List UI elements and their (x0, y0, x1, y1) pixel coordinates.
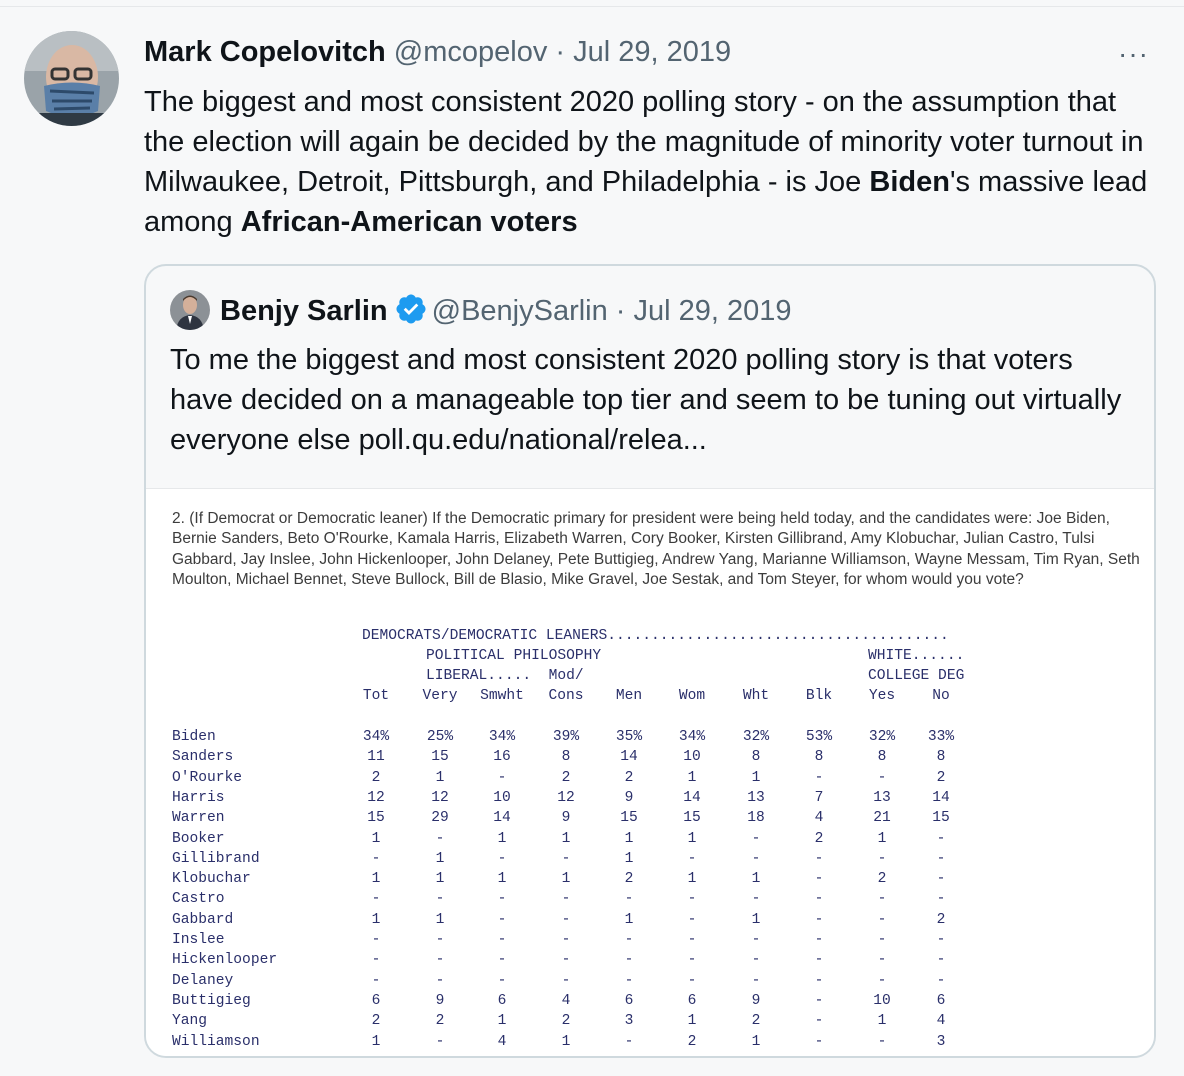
poll-cell: - (687, 972, 697, 989)
poll-cell: - (877, 850, 887, 867)
poll-cell: - (814, 992, 824, 1009)
poll-cell: - (371, 932, 381, 948)
poll-cell: 6 (624, 992, 634, 1009)
poll-cell: 2 (371, 769, 381, 786)
poll-header-democrats: DEMOCRATS/DEMOCRATIC LEANERS....................................... (362, 628, 949, 644)
poll-cell: - (497, 769, 507, 786)
poll-cell: 8 (751, 749, 761, 766)
poll-row-candidate: Castro (172, 891, 225, 908)
poll-cell: 21 (873, 810, 891, 827)
poll-cell: - (877, 1033, 887, 1050)
poll-cell: - (371, 891, 381, 908)
poll-cell: 3 (624, 1013, 634, 1030)
poll-cell: - (687, 911, 697, 928)
poll-cell: 9 (624, 789, 634, 806)
poll-cell: - (624, 972, 634, 989)
poll-cell: - (877, 891, 887, 908)
tweet-header (144, 34, 731, 70)
poll-column-header: Wht (742, 688, 770, 704)
poll-cell: 1 (877, 1013, 887, 1030)
bold-biden: Biden (869, 166, 950, 198)
poll-cell: 1 (624, 830, 634, 847)
tweet-text: The biggest and most consistent 2020 polling story - on the assumption that the election will again be decided by the magnitude of minority voter turnout in Milwaukee, Detroit, Pittsburgh, and Philadelphia - is Joe Biden's massive lead among African-American voters (144, 86, 1148, 238)
poll-cell: 35% (615, 729, 643, 745)
poll-cell: 2 (814, 830, 824, 847)
poll-cell: 32% (868, 729, 896, 745)
poll-cell: 25% (426, 729, 454, 745)
poll-cell: - (561, 911, 571, 928)
poll-row-candidate: Inslee (172, 932, 225, 948)
poll-cell: 16 (493, 749, 511, 766)
poll-cell: 1 (687, 830, 697, 847)
poll-cell: 15 (431, 749, 449, 766)
poll-cell: 7 (814, 789, 824, 806)
poll-row-candidate: Sanders (172, 749, 234, 766)
poll-cell: - (687, 952, 697, 969)
poll-cell: 1 (751, 769, 761, 786)
poll-cell: 12 (367, 789, 385, 806)
poll-cell: - (371, 952, 381, 969)
poll-cell: - (936, 972, 946, 989)
verified-badge-icon (394, 292, 428, 326)
poll-cell: 2 (435, 1013, 445, 1030)
poll-cell: 14 (493, 810, 511, 827)
poll-cell: - (561, 850, 571, 867)
poll-cell: - (624, 1033, 634, 1050)
poll-cell: 10 (683, 749, 701, 766)
poll-row-candidate: Harris (172, 789, 225, 806)
poll-row-candidate: Delaney (172, 972, 234, 989)
quoted-tweet[interactable] (144, 264, 1156, 1058)
poll-cell: 6 (371, 992, 381, 1009)
poll-cell: 4 (497, 1033, 507, 1050)
poll-cell: 1 (371, 911, 381, 928)
poll-cell: 13 (873, 789, 891, 806)
poll-header-college-deg: COLLEGE DEG (868, 668, 965, 684)
poll-cell: 2 (936, 911, 946, 928)
poll-cell: - (561, 932, 571, 948)
poll-row-candidate: Yang (172, 1013, 208, 1030)
poll-cell: 1 (561, 1033, 571, 1050)
poll-cell: - (435, 1033, 445, 1050)
poll-cell: 8 (877, 749, 887, 766)
poll-cell: 2 (877, 871, 887, 888)
poll-cell: - (877, 932, 887, 948)
poll-cell: - (814, 850, 824, 867)
poll-header-white: WHITE...... (868, 648, 965, 664)
poll-cell: 4 (814, 810, 824, 827)
poll-cell: 4 (936, 1013, 946, 1030)
poll-cell: - (814, 1033, 824, 1050)
poll-cell: 9 (435, 992, 445, 1009)
poll-column-header: Blk (805, 688, 833, 704)
poll-cell: - (435, 830, 445, 847)
poll-cell: 1 (371, 871, 381, 888)
poll-question: 2. (If Democrat or Democratic leaner) If the Democratic primary for president were being held today, and the candidates were: Joe Biden, Bernie Sanders, Beto O'Rourke, Kamala Harris, Elizabeth Warren, Cory Booker, Kirsten Gillibrand, Amy Klobuchar, Julian Castro, Tulsi Gabbard, Jay Inslee, John Hickenlooper, John Delaney, Pete Buttigieg, Andrew Yang, Marianne Williamson, Wayne Messam, Tim Ryan, Seth Moulton, Michael Bennet, Steve Bullock, Bill de Blasio, Mike Gravel, Joe Sestak, and Tom Steyer, for whom would you vote? (172, 510, 1140, 588)
poll-cell: - (435, 972, 445, 989)
poll-cell: - (497, 972, 507, 989)
poll-cell: - (751, 850, 761, 867)
poll-cell: 2 (624, 871, 634, 888)
poll-cell: 6 (687, 992, 697, 1009)
poll-row-candidate: Booker (172, 830, 225, 847)
poll-cell: 13 (747, 789, 765, 806)
poll-cell: 1 (751, 871, 761, 888)
poll-cell: 1 (687, 1013, 697, 1030)
poll-cell: 29 (431, 810, 449, 827)
poll-column-header: Yes (868, 688, 896, 704)
poll-column-header: No (932, 688, 950, 704)
poll-column-header: Very (422, 688, 458, 704)
poll-cell: 6 (936, 992, 946, 1009)
poll-cell: 2 (936, 769, 946, 786)
poll-cell: 1 (435, 769, 445, 786)
poll-header-liberal: LIBERAL..... Mod/ (426, 668, 584, 684)
poll-cell: 2 (751, 1013, 761, 1030)
poll-cell: 1 (687, 769, 697, 786)
poll-row-candidate: Klobuchar (172, 871, 251, 888)
poll-cell: 2 (624, 769, 634, 786)
poll-cell: - (561, 891, 571, 908)
poll-cell: 1 (561, 830, 571, 847)
quoted-author-avatar[interactable] (170, 290, 210, 330)
poll-row-candidate: Gillibrand (172, 850, 260, 867)
poll-cell: 1 (751, 911, 761, 928)
poll-cell: 4 (561, 992, 571, 1009)
poll-cell: - (751, 932, 761, 948)
poll-cell: - (751, 830, 761, 847)
poll-cell: - (371, 972, 381, 989)
poll-cell: 15 (932, 810, 950, 827)
poll-cell: 1 (435, 911, 445, 928)
poll-cell: - (751, 972, 761, 989)
poll-cell: 10 (493, 789, 511, 806)
poll-cell: - (877, 769, 887, 786)
poll-table-image[interactable] (146, 488, 1154, 1057)
poll-cell: 9 (751, 992, 761, 1009)
poll-cell: 10 (873, 992, 891, 1009)
poll-cell: 9 (561, 810, 571, 827)
poll-cell: 1 (624, 850, 634, 867)
poll-cell: 1 (877, 830, 887, 847)
poll-cell: 2 (561, 769, 571, 786)
poll-cell: - (877, 911, 887, 928)
poll-cell: 8 (561, 749, 571, 766)
poll-row-candidate: Gabbard (172, 911, 234, 928)
poll-cell: 2 (371, 1013, 381, 1030)
poll-cell: 33% (927, 729, 955, 745)
poll-cell: - (814, 972, 824, 989)
poll-cell: - (497, 932, 507, 948)
poll-cell: - (687, 850, 697, 867)
poll-column-header: Men (615, 688, 643, 704)
poll-cell: - (877, 972, 887, 989)
poll-cell: - (624, 891, 634, 908)
poll-cell: - (435, 891, 445, 908)
poll-cell: 1 (624, 911, 634, 928)
more-options-icon[interactable]: ··· (1118, 38, 1149, 69)
poll-cell: 15 (683, 810, 701, 827)
poll-cell: 14 (683, 789, 701, 806)
poll-cell: 11 (367, 749, 385, 766)
poll-cell: 14 (620, 749, 638, 766)
poll-cell: - (751, 891, 761, 908)
bold-african-american-voters: African-American voters (240, 206, 578, 238)
poll-cell: - (435, 952, 445, 969)
poll-cell: 1 (371, 1033, 381, 1050)
poll-cell: - (814, 891, 824, 908)
poll-column-header: Cons (548, 688, 584, 704)
poll-cell: - (497, 911, 507, 928)
top-divider (0, 6, 1184, 7)
poll-cell: 1 (497, 830, 507, 847)
poll-row-candidate: Warren (172, 810, 225, 827)
poll-cell: - (371, 850, 381, 867)
poll-cell: - (936, 850, 946, 867)
poll-cell: 14 (932, 789, 950, 806)
poll-cell: - (936, 830, 946, 847)
poll-cell: - (936, 891, 946, 908)
author-name[interactable]: Mark Copelovitch (144, 36, 386, 68)
poll-cell: - (561, 972, 571, 989)
poll-cell: - (814, 952, 824, 969)
poll-cell: 1 (561, 871, 571, 888)
poll-cell: 34% (362, 729, 390, 745)
poll-cell: 1 (497, 871, 507, 888)
poll-cell: 1 (687, 871, 697, 888)
poll-cell: - (814, 769, 824, 786)
poll-cell: 53% (805, 729, 833, 745)
quoted-tweet-header (220, 292, 792, 330)
poll-cell: - (687, 891, 697, 908)
poll-cell: 2 (561, 1013, 571, 1030)
poll-header-political-philosophy: POLITICAL PHILOSOPHY (426, 648, 602, 664)
poll-cell: 34% (678, 729, 706, 745)
poll-cell: - (435, 932, 445, 948)
quoted-author-handle-date[interactable]: @BenjySarlin · Jul 29, 2019 (431, 295, 792, 327)
poll-column-header: Wom (678, 688, 706, 704)
poll-cell: 8 (814, 749, 824, 766)
poll-cell: 2 (687, 1033, 697, 1050)
poll-cell: 1 (371, 830, 381, 847)
poll-cell: 12 (557, 789, 575, 806)
author-handle-date[interactable]: @mcopelov · Jul 29, 2019 (393, 36, 732, 68)
poll-cell: 6 (497, 992, 507, 1009)
poll-cell: - (936, 952, 946, 969)
poll-cell: - (936, 871, 946, 888)
poll-cell: 39% (552, 729, 580, 745)
poll-column-header: Tot (362, 688, 390, 704)
poll-cell: 1 (435, 850, 445, 867)
poll-cell: - (497, 952, 507, 969)
poll-cell: - (497, 891, 507, 908)
poll-cell: 18 (747, 810, 765, 827)
poll-cell: 32% (742, 729, 770, 745)
poll-cell: - (624, 952, 634, 969)
poll-cell: - (687, 932, 697, 948)
poll-row-candidate: O'Rourke (172, 769, 243, 786)
quoted-tweet-text: To me the biggest and most consistent 2020 polling story is that voters have decided on a manageable top tier and seem to be tuning out virtually everyone else poll.qu.edu/national/relea... (170, 344, 1122, 456)
poll-cell: - (751, 952, 761, 969)
poll-cell: 1 (751, 1033, 761, 1050)
poll-cell: 1 (435, 871, 445, 888)
quoted-author-name[interactable]: Benjy Sarlin (220, 295, 388, 327)
poll-cell: - (814, 932, 824, 948)
poll-cell: - (624, 932, 634, 948)
poll-cell: - (814, 1013, 824, 1030)
poll-cell: 15 (620, 810, 638, 827)
poll-cell: 1 (497, 1013, 507, 1030)
poll-cell: - (877, 952, 887, 969)
poll-cell: 34% (488, 729, 516, 745)
poll-column-header: Smwht (480, 688, 524, 704)
poll-cell: - (814, 911, 824, 928)
poll-cell: 15 (367, 810, 385, 827)
poll-row-candidate: Hickenlooper (172, 952, 278, 969)
poll-cell: - (814, 871, 824, 888)
poll-cell: 8 (936, 749, 946, 766)
poll-row-candidate: Biden (172, 729, 216, 745)
poll-cell: - (936, 932, 946, 948)
poll-cell: - (561, 952, 571, 969)
poll-row-candidate: Williamson (172, 1033, 260, 1050)
author-avatar[interactable] (24, 31, 119, 126)
poll-cell: - (497, 850, 507, 867)
poll-row-candidate: Buttigieg (172, 992, 251, 1009)
poll-cell: 12 (431, 789, 449, 806)
poll-cell: 3 (936, 1033, 946, 1050)
